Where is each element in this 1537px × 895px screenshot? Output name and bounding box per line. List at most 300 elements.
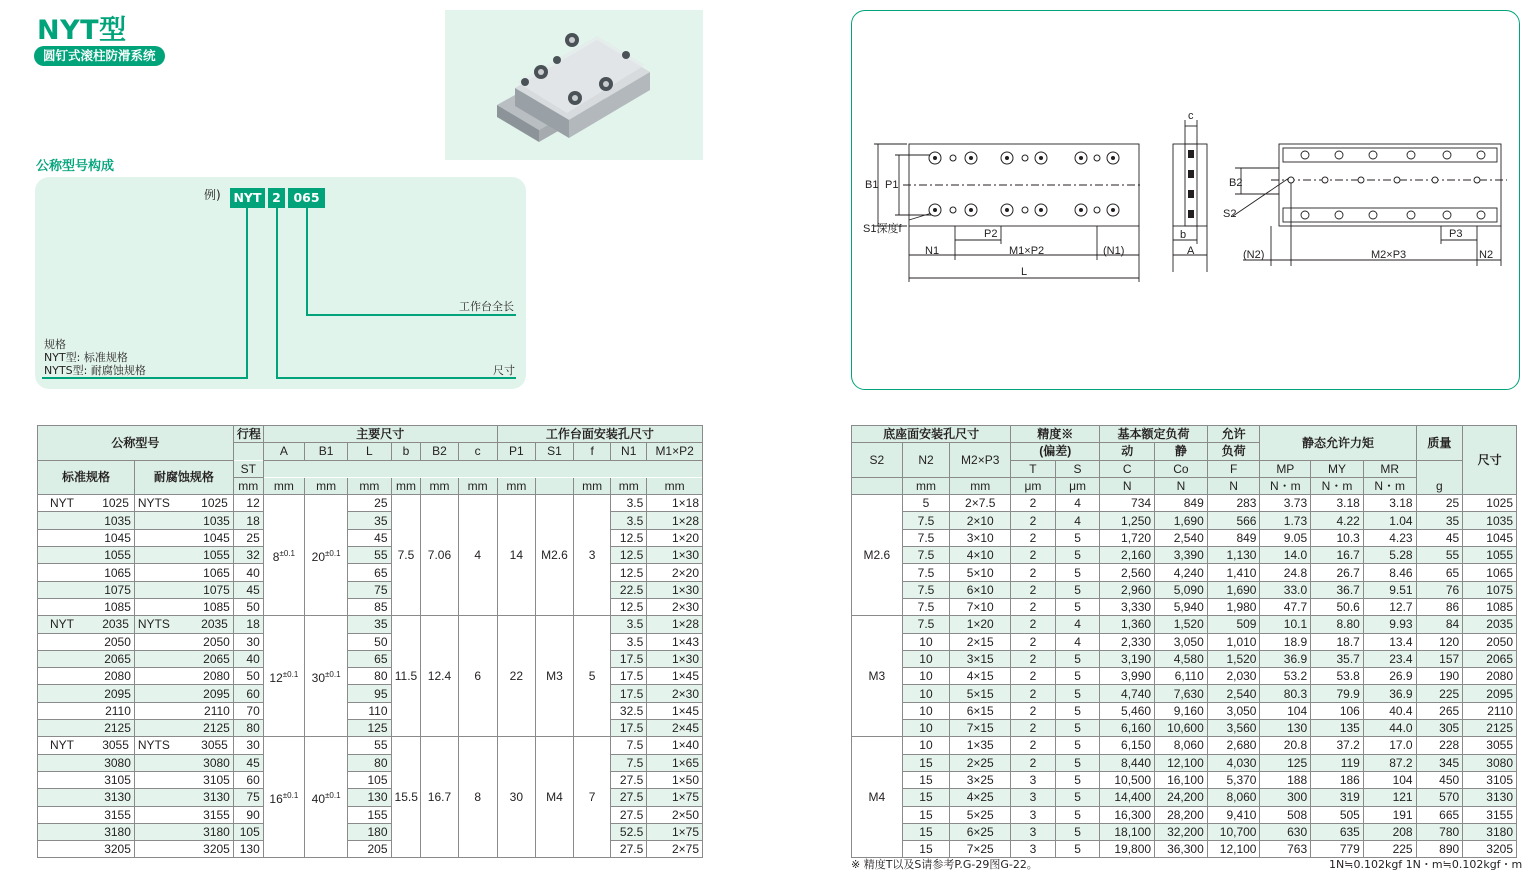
unit-l: mm — [348, 477, 391, 494]
unit-st: mm — [233, 477, 263, 494]
allow-f: 10,700 — [1207, 823, 1260, 840]
stroke: 80 — [233, 720, 263, 737]
dim-n1: 27.5 — [611, 771, 647, 788]
acc-t: 2 — [1011, 650, 1056, 667]
dim-m1p2: 1×75 — [647, 789, 703, 806]
moment-mr: 87.2 — [1363, 754, 1416, 771]
dim-s1: M4 — [535, 737, 573, 858]
footnote-conversion: 1N≒0.102kgf 1N・m≒0.102kgf・m — [1329, 858, 1523, 871]
acc-s: 5 — [1055, 789, 1100, 806]
model-corr: 2095 — [134, 685, 233, 702]
allow-f: 566 — [1207, 512, 1260, 529]
moment-mr: 3.18 — [1363, 495, 1416, 512]
dim-m1p2: 1×45 — [647, 702, 703, 719]
acc-s: 5 — [1055, 841, 1100, 858]
unit-f: N — [1207, 477, 1260, 494]
dim-a: $16^{\pm 0.1}$ — [263, 737, 304, 858]
dim-m1p2: 1×28 — [647, 616, 703, 633]
acc-s: 5 — [1055, 598, 1100, 615]
col-stat: 静 — [1155, 443, 1208, 460]
dim-n2: 15 — [902, 771, 950, 788]
allow-f: 1,520 — [1207, 650, 1260, 667]
allow-f: 12,100 — [1207, 841, 1260, 858]
dim-b: 15.5 — [391, 737, 421, 858]
acc-s: 5 — [1055, 547, 1100, 564]
dim-n1: 3.5 — [611, 512, 647, 529]
table-row — [852, 685, 1517, 702]
mass: 225 — [1416, 685, 1463, 702]
unit-n2: mm — [902, 477, 950, 494]
col-b: b — [391, 443, 421, 460]
table-row — [38, 737, 703, 754]
unit-s: μm — [1055, 477, 1100, 494]
dim-m2p3: 1×35 — [950, 737, 1011, 754]
acc-t: 2 — [1011, 547, 1056, 564]
allow-f: 2,030 — [1207, 668, 1260, 685]
acc-s: 5 — [1055, 685, 1100, 702]
model-corr: 1035 — [134, 512, 233, 529]
label-b1: B1 — [865, 179, 879, 191]
model-std: NYT 2035 — [38, 616, 135, 633]
size: 3180 — [1463, 823, 1517, 840]
model-corr: 3155 — [134, 806, 233, 823]
dim-n2: 7.5 — [902, 616, 950, 633]
moment-my: 10.3 — [1311, 529, 1364, 546]
left-table-body — [38, 495, 703, 858]
stroke: 18 — [233, 616, 263, 633]
load-co: 10,600 — [1155, 720, 1208, 737]
col-mp: MP — [1260, 460, 1311, 477]
label-b2: B2 — [1229, 177, 1243, 189]
moment-my: 319 — [1311, 789, 1364, 806]
label-n1-paren: (N1) — [1103, 245, 1125, 257]
load-co: 9,160 — [1155, 702, 1208, 719]
h-std: 标准规格 — [38, 460, 135, 495]
moment-my: 18.7 — [1311, 633, 1364, 650]
dim-n2: 7.5 — [902, 598, 950, 615]
dim-m1p2: 2×30 — [647, 685, 703, 702]
label-l: L — [1021, 266, 1028, 278]
allow-f: 1,130 — [1207, 547, 1260, 564]
load-c: 10,500 — [1100, 771, 1155, 788]
table-row — [852, 581, 1517, 598]
moment-mp: 104 — [1260, 702, 1311, 719]
dim-f: 5 — [574, 616, 611, 737]
moment-mr: 23.4 — [1363, 650, 1416, 667]
acc-s: 5 — [1055, 720, 1100, 737]
moment-mr: 5.28 — [1363, 547, 1416, 564]
col-l: L — [348, 443, 391, 460]
size: 2035 — [1463, 616, 1517, 633]
dim-n1: 17.5 — [611, 668, 647, 685]
mass: 780 — [1416, 823, 1463, 840]
col-dyn: 动 — [1100, 443, 1155, 460]
mass: 84 — [1416, 616, 1463, 633]
allow-f: 2,540 — [1207, 685, 1260, 702]
dim-c: 6 — [458, 616, 497, 737]
acc-t: 2 — [1011, 495, 1056, 512]
dim-s1: M2.6 — [535, 495, 573, 616]
dim-n1: 27.5 — [611, 841, 647, 858]
acc-s: 4 — [1055, 512, 1100, 529]
h-main: 主要尺寸 — [263, 426, 497, 443]
moment-mp: 53.2 — [1260, 668, 1311, 685]
moment-my: 26.7 — [1311, 564, 1364, 581]
moment-mp: 20.8 — [1260, 737, 1311, 754]
model-corr: 3180 — [134, 823, 233, 840]
col-s1: S1 — [535, 443, 573, 460]
unit-f: mm — [574, 477, 611, 494]
h-size: 尺寸 — [1463, 426, 1517, 495]
mass: 265 — [1416, 702, 1463, 719]
spec-line-2: NYT型: 标准规格 — [44, 351, 128, 364]
dim-l: 35 — [348, 616, 391, 633]
acc-t: 2 — [1011, 668, 1056, 685]
acc-t: 3 — [1011, 841, 1056, 858]
acc-s: 4 — [1055, 633, 1100, 650]
product-photo — [445, 10, 703, 160]
moment-mr: 9.51 — [1363, 581, 1416, 598]
left-spec-table — [37, 425, 703, 858]
model-std: 1065 — [38, 564, 135, 581]
unit-c: mm — [458, 477, 497, 494]
h-stroke: 行程 — [233, 426, 263, 443]
acc-s: 4 — [1055, 495, 1100, 512]
table-row — [852, 668, 1517, 685]
dim-c: 4 — [458, 495, 497, 616]
load-co: 24,200 — [1155, 789, 1208, 806]
dim-a: $12^{\pm 0.1}$ — [263, 616, 304, 737]
dim-l: 35 — [348, 512, 391, 529]
dim-m1p2: 2×20 — [647, 564, 703, 581]
stroke: 70 — [233, 702, 263, 719]
dim-n1: 32.5 — [611, 702, 647, 719]
table-row — [38, 495, 703, 512]
mass: 65 — [1416, 564, 1463, 581]
moment-mp: 763 — [1260, 841, 1311, 858]
label-a: A — [1187, 245, 1195, 257]
size: 2065 — [1463, 650, 1517, 667]
moment-mp: 18.9 — [1260, 633, 1311, 650]
model-corr: 2065 — [134, 650, 233, 667]
dim-n2: 15 — [902, 841, 950, 858]
dim-n1: 27.5 — [611, 806, 647, 823]
dim-n2: 15 — [902, 806, 950, 823]
label-p2: P2 — [984, 228, 998, 240]
dim-l: 55 — [348, 547, 391, 564]
load-co: 28,200 — [1155, 806, 1208, 823]
h-load: 基本额定负荷 — [1100, 426, 1207, 443]
dim-l: 180 — [348, 823, 391, 840]
dim-s2: M2.6 — [852, 495, 903, 616]
structure-heading: 公称型号构成 — [36, 159, 115, 174]
allow-f: 1,010 — [1207, 633, 1260, 650]
acc-t: 3 — [1011, 789, 1056, 806]
leader-length-h — [306, 314, 516, 316]
label-n2-paren: (N2) — [1243, 249, 1265, 261]
dim-n1: 12.5 — [611, 564, 647, 581]
dim-n1: 22.5 — [611, 581, 647, 598]
acc-t: 2 — [1011, 685, 1056, 702]
model-std: 3180 — [38, 823, 135, 840]
col-n2: N2 — [902, 443, 950, 478]
load-co: 5,940 — [1155, 598, 1208, 615]
dim-n1: 17.5 — [611, 685, 647, 702]
table-row — [852, 789, 1517, 806]
allow-f: 3,560 — [1207, 720, 1260, 737]
load-co: 4,240 — [1155, 564, 1208, 581]
dim-m1p2: 1×50 — [647, 771, 703, 788]
moment-mp: 47.7 — [1260, 598, 1311, 615]
load-co: 3,390 — [1155, 547, 1208, 564]
product-image — [445, 10, 703, 160]
moment-mr: 4.23 — [1363, 529, 1416, 546]
dim-m2p3: 4×10 — [950, 547, 1011, 564]
unit-mp: N・m — [1260, 477, 1311, 494]
dim-m2p3: 6×25 — [950, 823, 1011, 840]
unit-mr: N・m — [1363, 477, 1416, 494]
unit-s1 — [535, 477, 573, 494]
model-std: 3130 — [38, 789, 135, 806]
stroke: 45 — [233, 581, 263, 598]
dim-n2: 10 — [902, 702, 950, 719]
load-co: 4,580 — [1155, 650, 1208, 667]
unit-a: mm — [263, 477, 304, 494]
load-c: 2,960 — [1100, 581, 1155, 598]
h-model: 公称型号 — [38, 426, 234, 461]
acc-t: 2 — [1011, 737, 1056, 754]
code-length: 065 — [288, 188, 325, 208]
length-label: 工作台全长 — [459, 300, 514, 313]
dim-l: 50 — [348, 633, 391, 650]
load-co: 849 — [1155, 495, 1208, 512]
dim-l: 125 — [348, 720, 391, 737]
size: 3155 — [1463, 806, 1517, 823]
dim-p1: 30 — [497, 737, 535, 858]
unit-p1: mm — [497, 477, 535, 494]
model-corr: NYTS 3055 — [134, 737, 233, 754]
stroke: 105 — [233, 823, 263, 840]
dim-m2p3: 7×15 — [950, 720, 1011, 737]
dim-l: 55 — [348, 737, 391, 754]
mass: 86 — [1416, 598, 1463, 615]
table-row — [852, 529, 1517, 546]
load-co: 1,690 — [1155, 512, 1208, 529]
moment-mp: 9.05 — [1260, 529, 1311, 546]
acc-s: 5 — [1055, 737, 1100, 754]
dim-n2: 5 — [902, 495, 950, 512]
dim-c: 8 — [458, 737, 497, 858]
model-corr: NYTS 1025 — [134, 495, 233, 512]
dim-l: 95 — [348, 685, 391, 702]
acc-t: 2 — [1011, 564, 1056, 581]
allow-f: 3,050 — [1207, 702, 1260, 719]
moment-mp: 33.0 — [1260, 581, 1311, 598]
allow-f: 849 — [1207, 529, 1260, 546]
unit-c: N — [1100, 477, 1155, 494]
moment-my: 135 — [1311, 720, 1364, 737]
col-a: A — [263, 443, 304, 460]
model-corr: 3205 — [134, 841, 233, 858]
size: 3055 — [1463, 737, 1517, 754]
moment-mr: 36.9 — [1363, 685, 1416, 702]
acc-t: 2 — [1011, 754, 1056, 771]
model-corr: 2110 — [134, 702, 233, 719]
col-m1p2: M1×P2 — [647, 443, 703, 460]
dim-l: 65 — [348, 650, 391, 667]
dim-b1: $20^{\pm 0.1}$ — [304, 495, 347, 616]
size: 1085 — [1463, 598, 1517, 615]
unit-m2p3: mm — [950, 477, 1011, 494]
table-row — [852, 754, 1517, 771]
moment-my: 119 — [1311, 754, 1364, 771]
allow-f: 283 — [1207, 495, 1260, 512]
moment-my: 106 — [1311, 702, 1364, 719]
dim-m1p2: 1×40 — [647, 737, 703, 754]
acc-s: 5 — [1055, 529, 1100, 546]
size: 3080 — [1463, 754, 1517, 771]
model-std: 2080 — [38, 668, 135, 685]
unit-m1p2: mm — [647, 477, 703, 494]
dim-n1: 7.5 — [611, 754, 647, 771]
unit-co: N — [1155, 477, 1208, 494]
acc-s: 5 — [1055, 668, 1100, 685]
table-row — [852, 633, 1517, 650]
size: 3130 — [1463, 789, 1517, 806]
load-c: 14,400 — [1100, 789, 1155, 806]
size: 2095 — [1463, 685, 1517, 702]
dim-n1: 3.5 — [611, 495, 647, 512]
dim-m2p3: 4×15 — [950, 668, 1011, 685]
footnote-accuracy: ※ 精度T以及S请参考P.G-29图G-22。 — [851, 858, 1038, 871]
moment-mp: 14.0 — [1260, 547, 1311, 564]
model-corr: 3105 — [134, 771, 233, 788]
load-c: 2,330 — [1100, 633, 1155, 650]
leader-type-h — [42, 377, 248, 379]
model-std: 2065 — [38, 650, 135, 667]
moment-my: 36.7 — [1311, 581, 1364, 598]
label-p3: P3 — [1449, 228, 1463, 240]
col-my: MY — [1311, 460, 1364, 477]
size: 3105 — [1463, 771, 1517, 788]
dim-m1p2: 1×43 — [647, 633, 703, 650]
code-size: 2 — [268, 188, 285, 208]
moment-my: 779 — [1311, 841, 1364, 858]
acc-t: 2 — [1011, 512, 1056, 529]
moment-mp: 24.8 — [1260, 564, 1311, 581]
dim-m2p3: 3×15 — [950, 650, 1011, 667]
model-corr: 3130 — [134, 789, 233, 806]
acc-t: 2 — [1011, 598, 1056, 615]
dim-l: 80 — [348, 668, 391, 685]
moment-mr: 225 — [1363, 841, 1416, 858]
table-row — [852, 806, 1517, 823]
h-acc: 精度※ — [1011, 426, 1100, 443]
moment-my: 37.2 — [1311, 737, 1364, 754]
dim-l: 75 — [348, 581, 391, 598]
model-corr: 1065 — [134, 564, 233, 581]
load-c: 6,160 — [1100, 720, 1155, 737]
h-st: ST — [233, 460, 263, 477]
load-c: 16,300 — [1100, 806, 1155, 823]
load-c: 6,150 — [1100, 737, 1155, 754]
dim-m2p3: 7×25 — [950, 841, 1011, 858]
dim-m1p2: 2×50 — [647, 806, 703, 823]
dim-m1p2: 2×45 — [647, 720, 703, 737]
col-m2p3: M2×P3 — [950, 443, 1011, 478]
dim-n2: 7.5 — [902, 529, 950, 546]
moment-my: 505 — [1311, 806, 1364, 823]
mass: 890 — [1416, 841, 1463, 858]
leader-type-v — [246, 208, 248, 378]
model-std: 3105 — [38, 771, 135, 788]
moment-mr: 40.4 — [1363, 702, 1416, 719]
model-corr: 3080 — [134, 754, 233, 771]
moment-mr: 121 — [1363, 789, 1416, 806]
moment-mr: 104 — [1363, 771, 1416, 788]
dim-m2p3: 5×25 — [950, 806, 1011, 823]
h-acc2: (偏差) — [1011, 443, 1100, 460]
model-corr: 2125 — [134, 720, 233, 737]
allow-f: 1,690 — [1207, 581, 1260, 598]
stroke: 32 — [233, 547, 263, 564]
mass: 665 — [1416, 806, 1463, 823]
stroke: 50 — [233, 598, 263, 615]
size: 1025 — [1463, 495, 1517, 512]
mass: 190 — [1416, 668, 1463, 685]
acc-s: 5 — [1055, 564, 1100, 581]
dim-l: 80 — [348, 754, 391, 771]
col-s: S — [1055, 460, 1100, 477]
spec-line-3: NYTS型: 耐腐蚀规格 — [44, 364, 146, 377]
moment-mr: 191 — [1363, 806, 1416, 823]
load-c: 4,740 — [1100, 685, 1155, 702]
acc-t: 3 — [1011, 823, 1056, 840]
model-std: 1045 — [38, 529, 135, 546]
dim-n1: 12.5 — [611, 598, 647, 615]
moment-mr: 8.46 — [1363, 564, 1416, 581]
load-co: 2,540 — [1155, 529, 1208, 546]
load-c: 3,990 — [1100, 668, 1155, 685]
moment-my: 79.9 — [1311, 685, 1364, 702]
dim-n1: 12.5 — [611, 547, 647, 564]
load-c: 1,720 — [1100, 529, 1155, 546]
moment-mp: 36.9 — [1260, 650, 1311, 667]
model-std: 3205 — [38, 841, 135, 858]
model-std: 3080 — [38, 754, 135, 771]
col-c: c — [458, 443, 497, 460]
unit-my: N・m — [1311, 477, 1364, 494]
dim-p1: 22 — [497, 616, 535, 737]
h-corr: 耐腐蚀规格 — [134, 460, 233, 495]
dim-n1: 12.5 — [611, 529, 647, 546]
dim-l: 155 — [348, 806, 391, 823]
dim-m1p2: 1×30 — [647, 650, 703, 667]
page-subtitle: 圆钉式滚柱防滑系统 — [34, 46, 165, 66]
size: 2080 — [1463, 668, 1517, 685]
col-n1: N1 — [611, 443, 647, 460]
model-std: 3155 — [38, 806, 135, 823]
acc-t: 2 — [1011, 702, 1056, 719]
size: 1055 — [1463, 547, 1517, 564]
dim-m1p2: 1×65 — [647, 754, 703, 771]
dim-b2: 7.06 — [421, 495, 458, 616]
dim-m1p2: 1×30 — [647, 581, 703, 598]
load-c: 5,460 — [1100, 702, 1155, 719]
size: 1035 — [1463, 512, 1517, 529]
moment-mr: 1.04 — [1363, 512, 1416, 529]
size: 2050 — [1463, 633, 1517, 650]
